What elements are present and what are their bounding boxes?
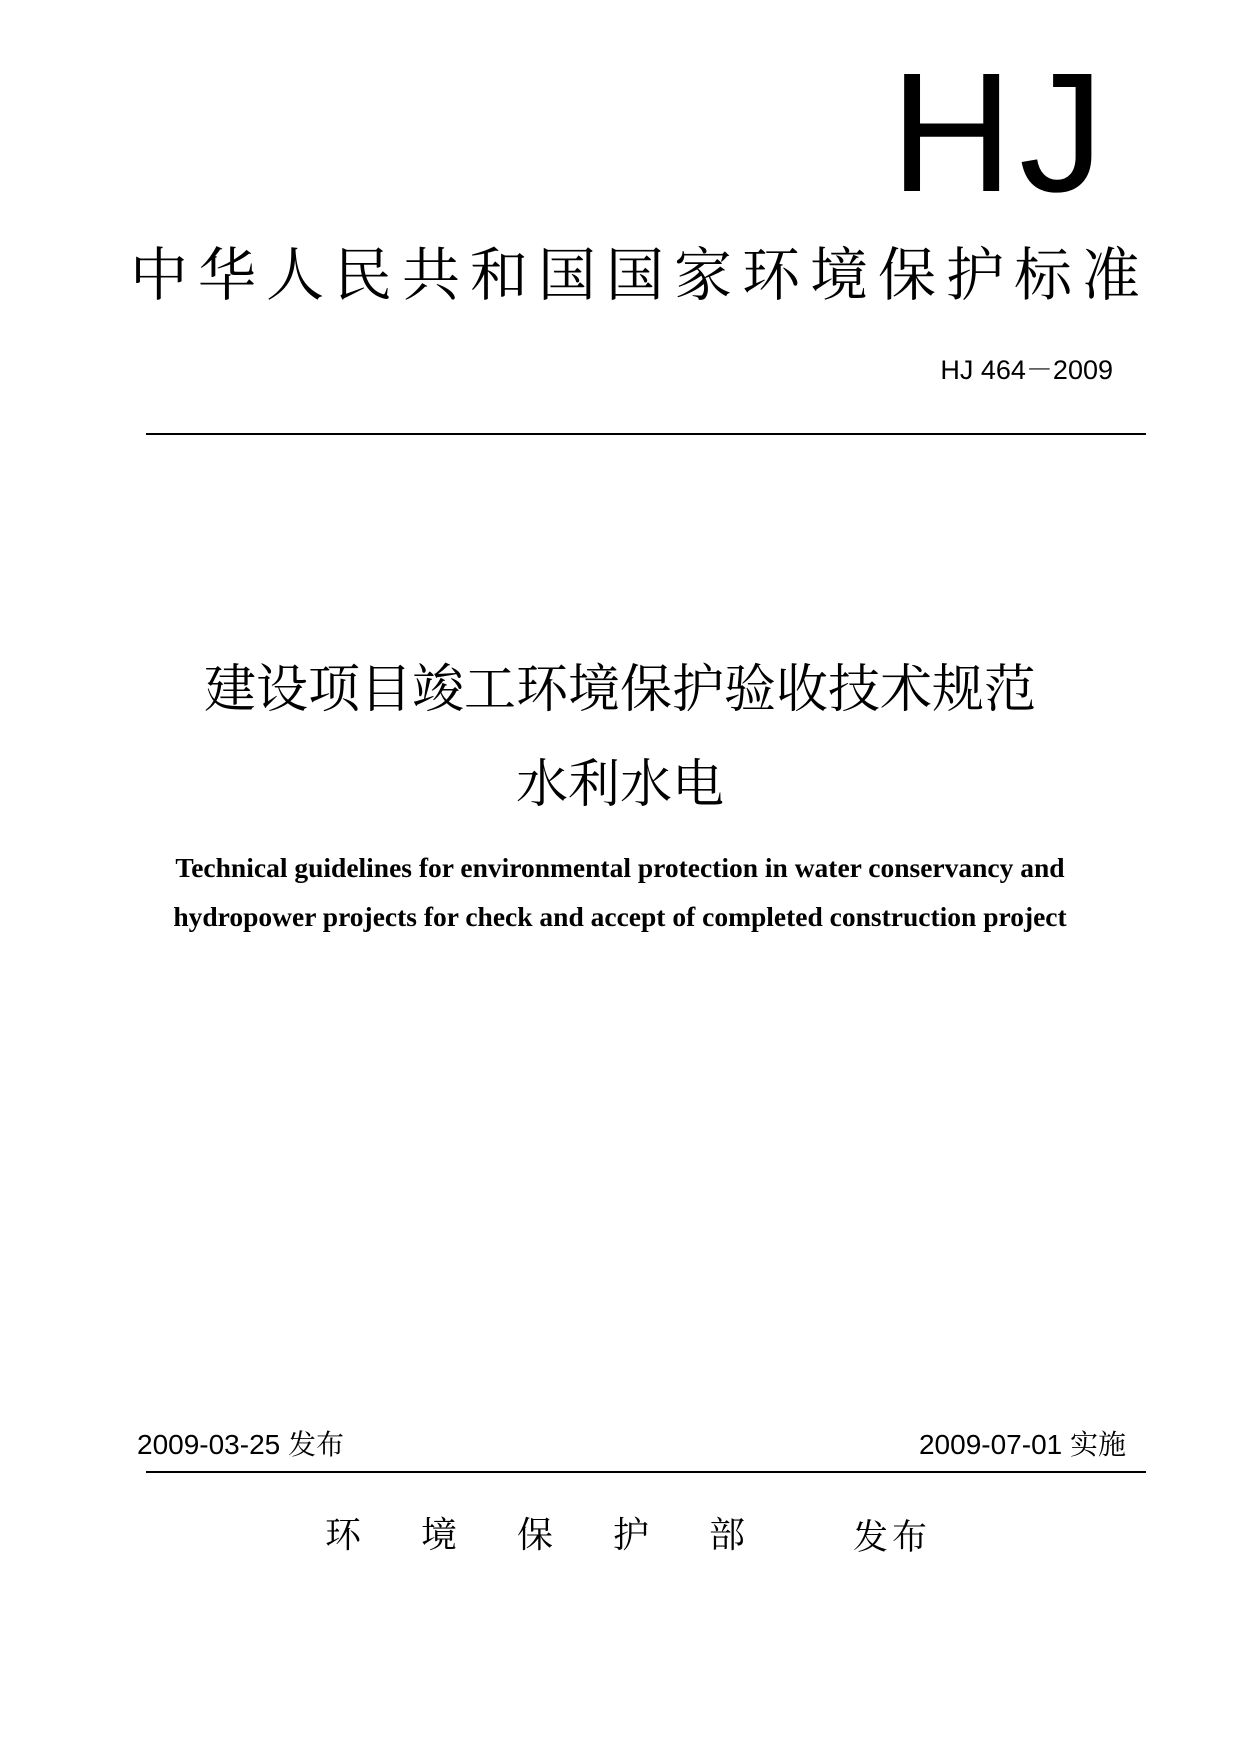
english-title-line-1: Technical guidelines for environmental protection in water conservancy and (175, 852, 1065, 883)
issue-date: 2009-03-25 发布 (137, 1429, 345, 1460)
publish-label: 发布 (853, 1518, 932, 1558)
publisher-name: 环境保护部 (325, 1515, 806, 1556)
chinese-title-line-2: 水利水电 (515, 755, 724, 815)
standard-code-mark: HJ (890, 38, 1110, 228)
bottom-divider (146, 1471, 1146, 1473)
implementation-date: 2009-07-01 实施 (918, 1429, 1126, 1460)
standard-number: HJ 464－2009 (940, 355, 1113, 385)
standard-category-title: 中华人民共和国国家环境保护标准 (130, 241, 1140, 309)
english-title-line-2: hydropower projects for check and accept of completed construction project (173, 901, 1067, 932)
top-divider (146, 433, 1146, 435)
chinese-title-line-1: 建设项目竣工环境保护验收技术规范 (203, 660, 1036, 720)
